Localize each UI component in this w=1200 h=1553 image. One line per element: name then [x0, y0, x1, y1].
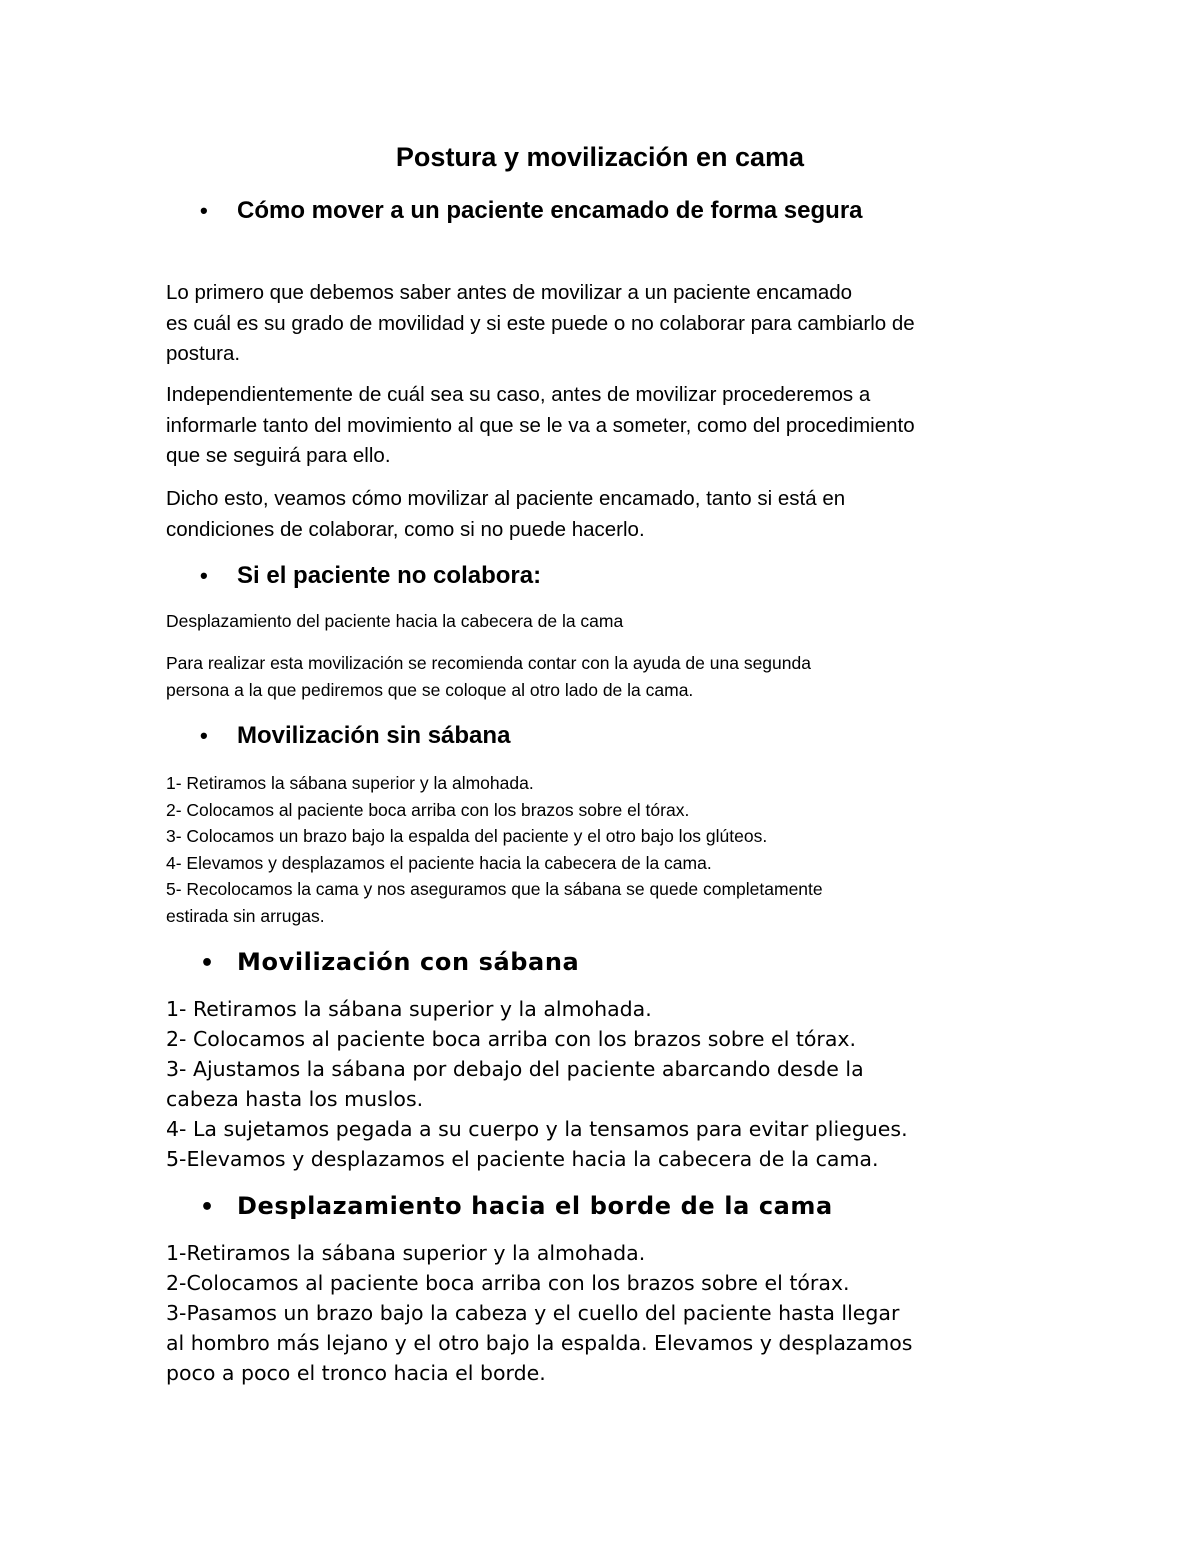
text-line: condiciones de colaborar, como si no puede hacerlo.: [166, 517, 645, 541]
heading-text: Cómo mover a un paciente encamado de forma segura: [237, 197, 863, 224]
bullet-icon: •: [200, 951, 215, 976]
list-item: 5- Recolocamos la cama y nos aseguramos que la sábana se quede completamente: [166, 879, 823, 899]
bullet-icon: •: [200, 563, 208, 588]
page-title: Postura y movilización en cama: [395, 142, 805, 172]
bullet-icon: •: [200, 198, 208, 223]
text-line: persona a la que pediremos que se coloque al otro lado de la cama.: [166, 679, 694, 700]
list-item: 4- La sujetamos pegada a su cuerpo y la tensamos para evitar pliegues.: [166, 1117, 908, 1141]
list-item: 3- Colocamos un brazo bajo la espalda del paciente y el otro bajo los glúteos.: [166, 826, 768, 846]
list-item: estirada sin arrugas.: [166, 905, 325, 926]
section-heading-como-mover: [200, 196, 863, 226]
bullet-icon: •: [200, 723, 208, 748]
text-line: es cuál es su grado de movilidad y si este puede o no colaborar para cambiarlo de: [166, 311, 915, 335]
heading-text: Movilización con sábana: [237, 948, 580, 976]
section-heading-no-colabora: [200, 561, 541, 591]
list-item: 1-Retiramos la sábana superior y la almohada.: [166, 1241, 646, 1265]
text-line: que se seguirá para ello.: [166, 444, 391, 467]
text-line: Independientemente de cuál sea su caso, antes de movilizar procederemos a: [166, 383, 871, 406]
list-item: 2- Colocamos al paciente boca arriba con los brazos sobre el tórax.: [166, 1027, 857, 1051]
paragraph-independientemente: [166, 380, 1046, 472]
paragraph-para-realizar: [166, 650, 1046, 703]
section-heading-con-sabana: [200, 947, 579, 979]
steps-sin-sabana: [166, 770, 1046, 929]
text-line: Desplazamiento del paciente hacia la cabecera de la cama: [166, 611, 624, 631]
list-item: al hombro más lejano y el otro bajo la espalda. Elevamos y desplazamos: [166, 1331, 913, 1355]
list-item: 4- Elevamos y desplazamos el paciente hacia la cabecera de la cama.: [166, 852, 712, 873]
paragraph-intro: [166, 278, 1046, 370]
text-line: Para realizar esta movilización se recomienda contar con la ayuda de una segunda: [166, 653, 811, 673]
section-heading-borde-cama: [200, 1191, 833, 1223]
section-heading-sin-sabana: [200, 721, 510, 751]
list-item: 3-Pasamos un brazo bajo la cabeza y el cuello del paciente hasta llegar: [166, 1301, 900, 1325]
list-item: 3- Ajustamos la sábana por debajo del paciente abarcando desde la: [166, 1057, 864, 1081]
text-line: Dicho esto, veamos cómo movilizar al paciente encamado, tanto si está en: [166, 487, 846, 510]
steps-borde-cama: [166, 1238, 1066, 1388]
list-item: 2- Colocamos al paciente boca arriba con los brazos sobre el tórax.: [166, 799, 690, 820]
list-item: 1- Retiramos la sábana superior y la almohada.: [166, 773, 534, 793]
bullet-icon: •: [200, 1195, 215, 1220]
text-line: informarle tanto del movimiento al que se le va a someter, como del procedimiento: [166, 413, 915, 437]
heading-text: Desplazamiento hacia el borde de la cama: [237, 1192, 833, 1220]
subtitle-desplazamiento: [166, 608, 1046, 635]
list-item: 5-Elevamos y desplazamos el paciente hacia la cabecera de la cama.: [166, 1147, 879, 1171]
list-item: 1- Retiramos la sábana superior y la almohada.: [166, 997, 652, 1021]
text-line: Lo primero que debemos saber antes de movilizar a un paciente encamado: [166, 281, 853, 304]
heading-text: Si el paciente no colabora:: [237, 562, 542, 589]
list-item: poco a poco el tronco hacia el borde.: [166, 1361, 546, 1385]
list-item: cabeza hasta los muslos.: [166, 1087, 424, 1111]
paragraph-dicho-esto: [166, 484, 1046, 545]
steps-con-sabana: [166, 994, 1066, 1174]
heading-text: Movilización sin sábana: [237, 722, 511, 749]
text-line: postura.: [166, 342, 241, 365]
list-item: 2-Colocamos al paciente boca arriba con los brazos sobre el tórax.: [166, 1271, 850, 1295]
